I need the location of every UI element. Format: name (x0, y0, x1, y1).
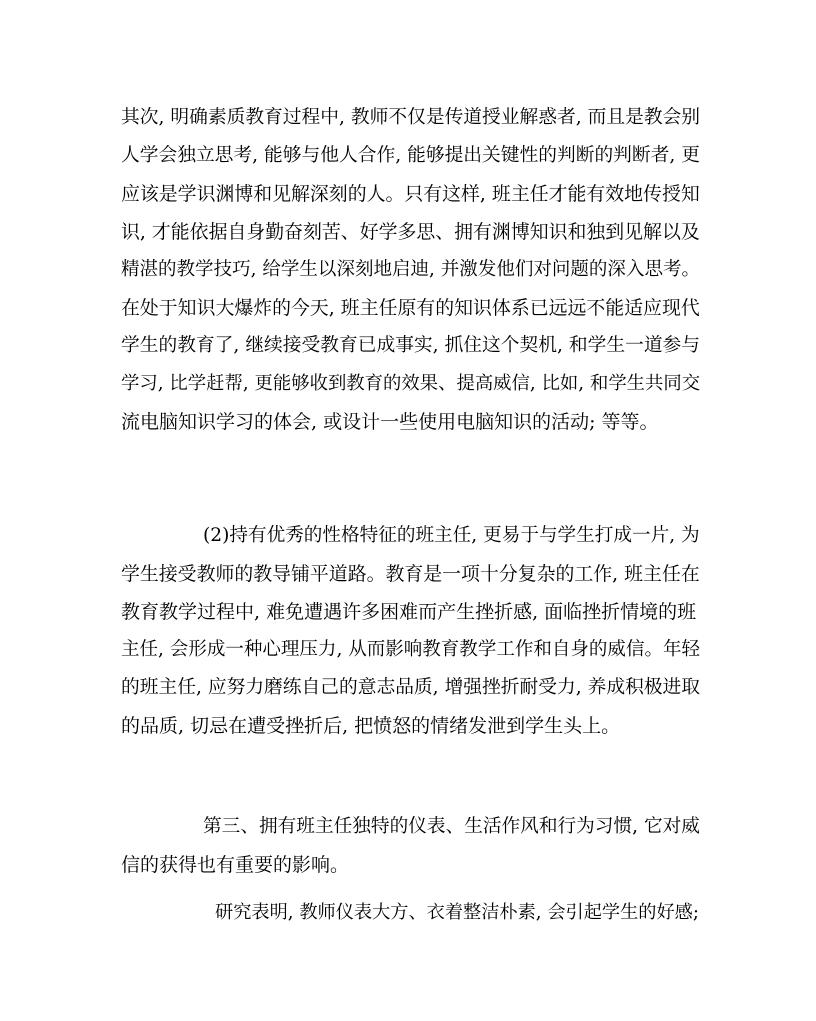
paragraph-2-line-2: 学生接受教师的教导铺平道路。教育是一项十分复杂的工作, 班主任在 (121, 563, 700, 585)
paragraph-1-line-7: 学生的教育了, 继续接受教育已成事实, 抓住这个契机, 和学生一道参与 (121, 335, 701, 356)
paragraph-1-line-6: 在处于知识大爆炸的今天, 班主任原有的知识体系已远远不能适应现代 (121, 297, 700, 319)
paragraph-2-line-5: 的班主任, 应努力磨练自己的意志品质, 增强挫折耐受力, 养成积极进取 (121, 677, 701, 698)
paragraph-1-line-8: 学习, 比学赶帮, 更能够收到教育的效果、提高威信, 比如, 和学生共同交 (121, 373, 701, 394)
paragraph-1-line-4: 识, 才能依据自身勤奋刻苦、好学多思、拥有渊博知识和独到见解以及 (121, 221, 700, 243)
paragraph-3-line-1: 第三、拥有班主任独特的仪表、生活作风和行为习惯, 它对威 (203, 816, 700, 837)
paragraph-2-line-1: (2)持有优秀的性格特征的班主任, 更易于与学生打成一片, 为 (203, 525, 700, 546)
paragraph-2-line-6: 的品质, 切忌在遭受挫折后, 把愤怒的情绪发泄到学生头上。 (121, 715, 621, 737)
paragraph-1-line-2: 人学会独立思考, 能够与他人合作, 能够提出关键性的判断的判断者, 更 (121, 145, 701, 166)
paragraph-1-line-9: 流电脑知识学习的体会, 或设计一些使用电脑知识的活动; 等等。 (121, 411, 659, 433)
paragraph-2-line-4: 主任, 会形成一种心理压力, 从而影响教育教学工作和自身的威信。年轻 (121, 639, 701, 660)
paragraph-3-line-2: 信的获得也有重要的影响。 (121, 854, 350, 876)
paragraph-4-line-1: 研究表明, 教师仪表大方、衣着整洁朴素, 会引起学生的好感; (215, 902, 699, 923)
paragraph-1-line-5: 精湛的教学技巧, 给学生以深刻地启迪, 并激发他们对问题的深入思考。 (121, 259, 701, 280)
paragraph-2-line-3: 教育教学过程中, 难免遭遇许多困难而产生挫折感, 面临挫折情境的班 (121, 601, 697, 623)
paragraph-1-line-3: 应该是学识渊博和见解深刻的人。只有这样, 班主任才能有效地传授知 (121, 183, 700, 205)
paragraph-1-line-1: 其次, 明确素质教育过程中, 教师不仅是传道授业解惑者, 而且是教会别 (121, 107, 701, 128)
